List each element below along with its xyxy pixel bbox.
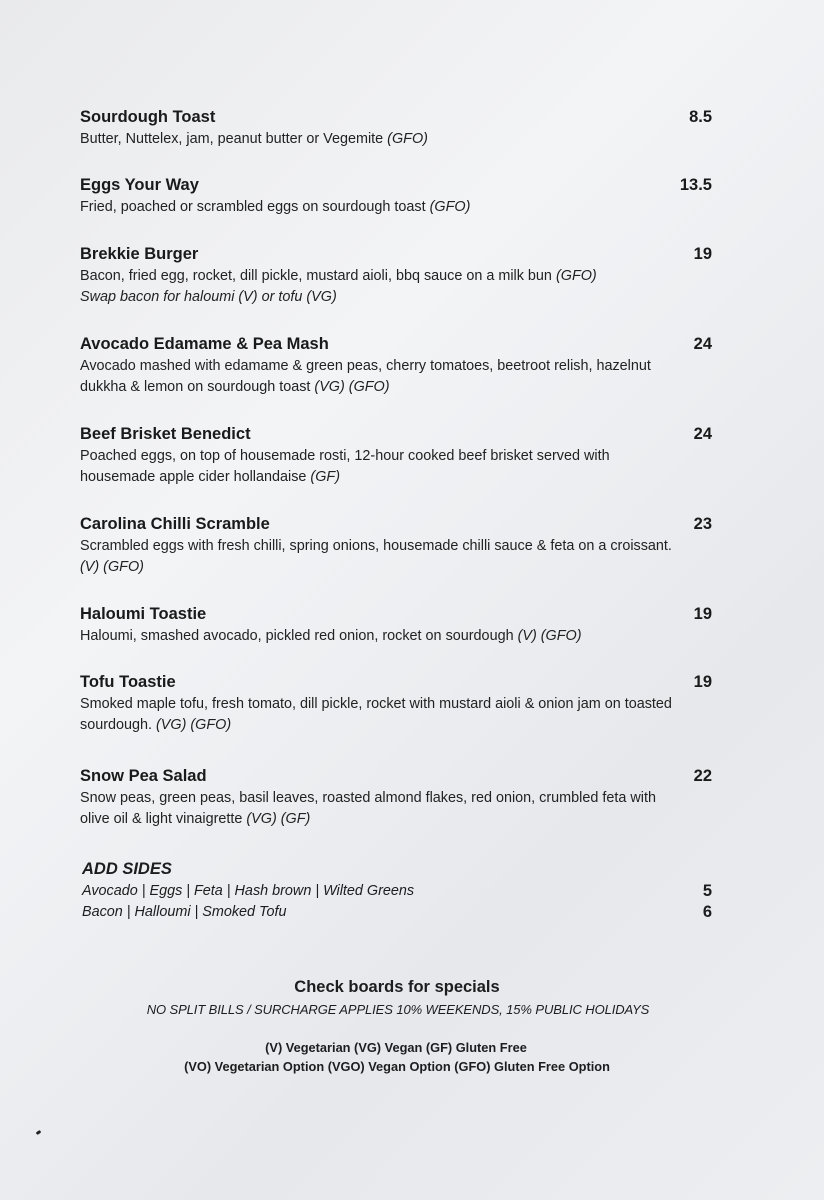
item-description — [80, 266, 680, 308]
menu-item — [80, 672, 712, 736]
add-sides-section — [82, 859, 712, 923]
dietary-tags: (GFO) — [429, 199, 471, 215]
item-description — [80, 197, 680, 218]
dietary-tags: (VG) (GFO) — [314, 379, 390, 395]
item-price: 19 — [693, 673, 712, 691]
item-name: Beef Brisket Benedict — [80, 425, 251, 443]
item-name: Snow Pea Salad — [80, 767, 207, 785]
item-price: 13.5 — [679, 176, 712, 194]
item-desc-text: Scrambled eggs with fresh chilli, spring onions, housemade chilli sauce & feta on a croissant. — [80, 538, 672, 554]
menu-item — [80, 244, 712, 308]
item-name: Tofu Toastie — [80, 673, 176, 691]
item-description — [80, 129, 680, 150]
menu-item — [80, 334, 712, 398]
item-description — [80, 536, 680, 578]
sides-price: 6 — [702, 903, 712, 921]
item-desc-text: Poached eggs, on top of housemade rosti, 12-hour cooked beef brisket served with housemade apple cider hollandaise — [80, 448, 610, 485]
sides-price: 5 — [702, 882, 712, 900]
item-description — [80, 694, 680, 736]
item-description — [80, 626, 680, 647]
item-desc-text: Bacon, fried egg, rocket, dill pickle, mustard aioli, bbq sauce on a milk bun — [80, 268, 556, 284]
dietary-tags: (GFO) — [555, 268, 597, 284]
dietary-tags: (GF) — [310, 469, 340, 485]
dietary-tags: (VG) (GF) — [246, 811, 311, 827]
menu-item — [80, 175, 712, 218]
item-price: 22 — [693, 767, 712, 785]
item-price: 19 — [693, 605, 712, 623]
dietary-tags: (VG) (GFO) — [156, 717, 232, 733]
item-price: 24 — [693, 425, 712, 443]
sides-items: Bacon | Halloumi | Smoked Tofu — [82, 904, 287, 920]
menu-item — [80, 424, 712, 488]
item-desc-text: Avocado mashed with edamame & green peas, cherry tomatoes, beetroot relish, hazelnut dukkha & lemon on sourdough toast — [80, 358, 651, 395]
item-description — [80, 788, 680, 830]
sides-title: ADD SIDES — [82, 860, 172, 878]
menu-item — [80, 107, 712, 150]
ink-speck — [36, 1130, 42, 1135]
sides-row — [82, 902, 712, 923]
item-name: Carolina Chilli Scramble — [80, 515, 270, 533]
item-alternative: Swap bacon for haloumi (V) or tofu (VG) — [80, 289, 337, 305]
dietary-legend-line2: (VO) Vegetarian Option (VGO) Vegan Option (GFO) Gluten Free Option — [184, 1059, 610, 1074]
item-name: Avocado Edamame & Pea Mash — [80, 335, 329, 353]
menu-item — [80, 766, 712, 830]
item-desc-text: Snow peas, green peas, basil leaves, roasted almond flakes, red onion, crumbled feta with olive oil & light vinaigrette — [80, 790, 656, 827]
item-name: Eggs Your Way — [80, 176, 199, 194]
item-description — [80, 356, 680, 398]
dietary-tags: (V) (GFO) — [80, 559, 144, 575]
sides-items: Avocado | Eggs | Feta | Hash brown | Wilted Greens — [82, 883, 415, 899]
dietary-tags: (GFO) — [387, 131, 428, 147]
menu-item — [80, 604, 712, 647]
item-price: 23 — [693, 515, 712, 533]
item-price: 24 — [693, 335, 712, 353]
menu-item — [80, 514, 712, 578]
item-name: Haloumi Toastie — [80, 605, 207, 623]
surcharge-notice: NO SPLIT BILLS / SURCHARGE APPLIES 10% WEEKENDS, 15% PUBLIC HOLIDAYS — [146, 1002, 650, 1017]
dietary-legend-line1: (V) Vegetarian (VG) Vegan (GF) Gluten Free — [265, 1040, 527, 1055]
item-description — [80, 446, 680, 488]
item-price: 8.5 — [689, 108, 712, 126]
item-name: Sourdough Toast — [80, 108, 216, 126]
item-name: Brekkie Burger — [80, 245, 199, 263]
item-desc-text: Fried, poached or scrambled eggs on sourdough toast — [80, 199, 430, 215]
sides-row — [82, 881, 712, 902]
item-desc-text: Haloumi, smashed avocado, pickled red onion, rocket on sourdough — [80, 628, 518, 644]
specials-heading: Check boards for specials — [294, 978, 500, 996]
item-price: 19 — [693, 245, 712, 263]
item-desc-text: Butter, Nuttelex, jam, peanut butter or Vegemite — [80, 131, 388, 147]
dietary-tags: (V) (GFO) — [517, 628, 582, 644]
item-desc-text: Smoked maple tofu, fresh tomato, dill pickle, rocket with mustard aioli & onion jam on toasted sourdough. — [80, 696, 672, 733]
